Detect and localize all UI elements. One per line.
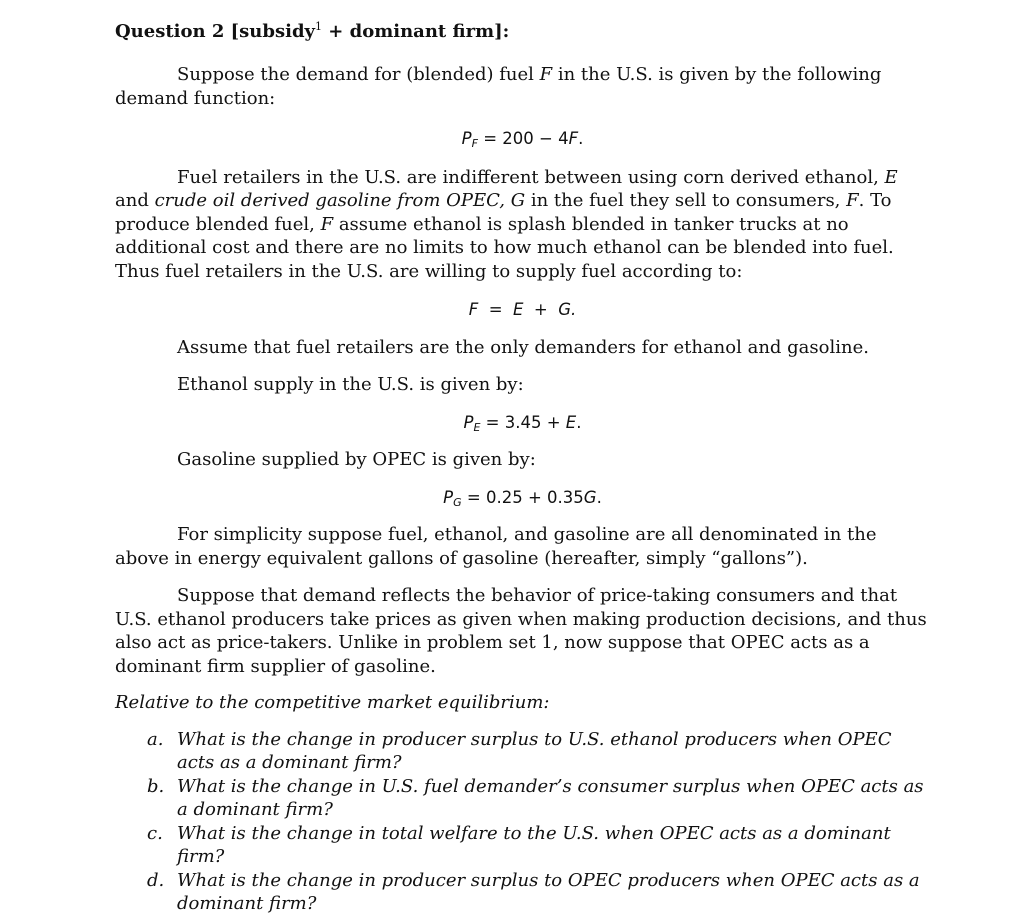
question-item-d: d. What is the change in producer surplus to OPEC producers when OPEC acts as a dominant firm? (147, 869, 920, 914)
gasoline-supply-equation: $P_G = 0.25 + 0.35G$. (443, 487, 602, 509)
intro-paragraph: Suppose the demand for (blended) fuel F in the U.S. is given by the following demand function: (115, 64, 882, 109)
ethanol-intro-text: Ethanol supply in the U.S. is given by: (177, 374, 524, 395)
question-item-a: a. What is the change in producer surplus to U.S. ethanol producers when OPEC acts as a dominant firm? (147, 728, 892, 773)
retailers-paragraph: Fuel retailers in the U.S. are indifferent between using corn derived ethanol, E and crude oil derived gasoline from OPEC, G in the fuel they sell to consumers, F. To produce blended fuel, F assume ethanol is splash blended in tanker trucks at no additional cost and there are no limits to how much ethanol can be blended into fuel. Thus fuel retailers in the U.S. are willing to supply fuel according to: (115, 166, 898, 282)
question-heading: Question 2 [subsidy$^1$ + dominant firm]: (115, 20, 510, 42)
assumption-text: Assume that fuel retailers are the only demanders for ethanol and gasoline. (177, 336, 869, 358)
question-list (115, 728, 930, 916)
gasoline-intro-text: Gasoline supplied by OPEC is given by: (177, 449, 536, 470)
ethanol-supply-equation: $P_E = 3.45 + E$. (463, 412, 582, 434)
document-page (115, 15, 930, 916)
question-item-b: b. What is the change in U.S. fuel demander’s consumer surplus when OPEC acts as a dominant firm? (147, 775, 924, 820)
footnote-marker: 1 (315, 20, 322, 33)
relative-heading: Relative to the competitive market equilibrium: (115, 692, 550, 713)
simplicity-paragraph: For simplicity suppose fuel, ethanol, and gasoline are all denominated in the above in energy equivalent gallons of gasoline (hereafter, simply “gallons”). (115, 524, 877, 569)
question-item-c: c. What is the change in total welfare to the U.S. when OPEC acts as a dominant firm? (147, 822, 891, 867)
behavior-paragraph: Suppose that demand reflects the behavior of price-taking consumers and that U.S. ethanol producers take prices as given when making production decisions, and thus also act as price-takers. Unlike in problem set 1, now suppose that OPEC acts as a dominant firm supplier of gasoline. (115, 585, 927, 677)
supply-identity-equation: F = E + G. (468, 300, 577, 319)
demand-equation: $P_F = 200 - 4F$. (461, 129, 584, 150)
